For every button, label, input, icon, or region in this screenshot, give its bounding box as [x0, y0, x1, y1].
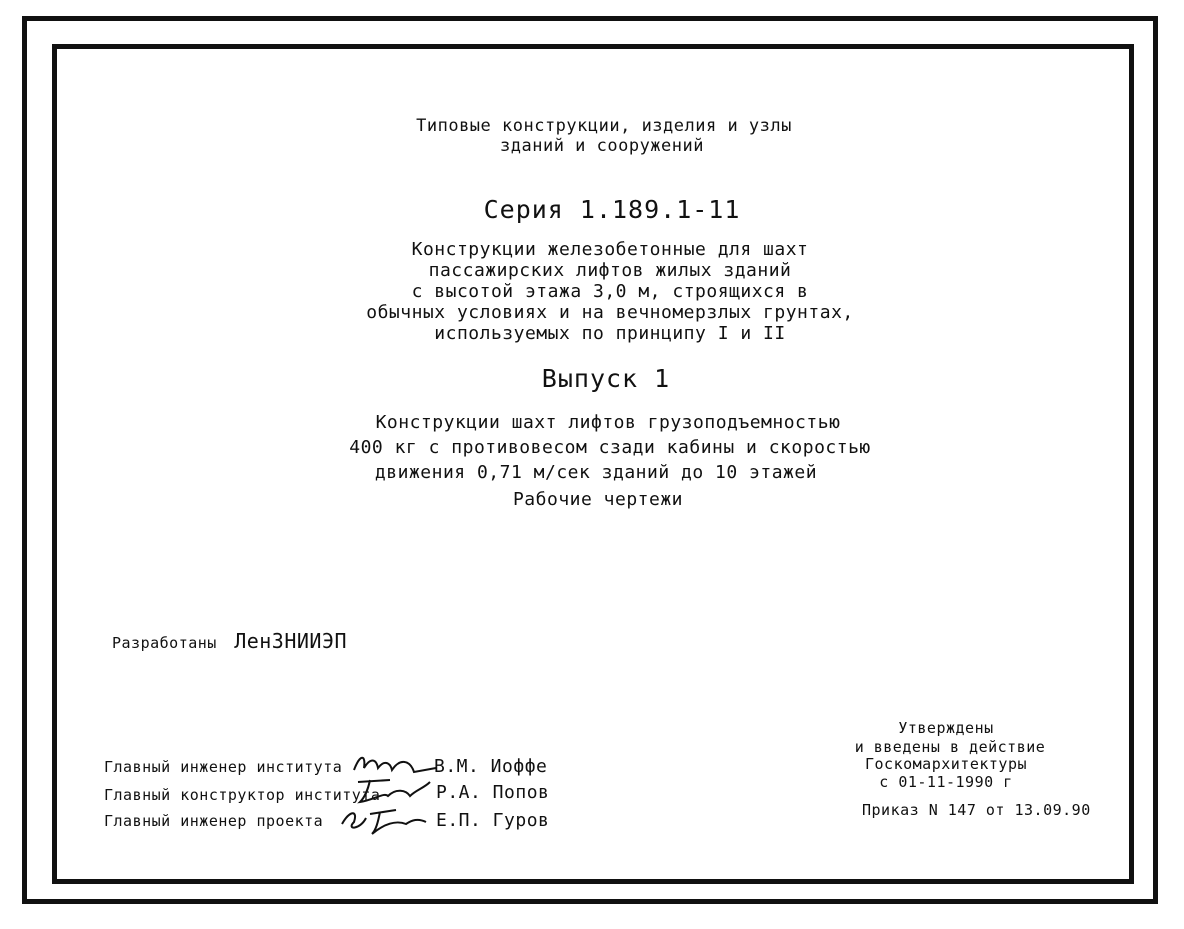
issue-description-line-2: 400 кг с противовесом сзади кабины и скоростью: [349, 437, 871, 458]
signatory-name-2: Р.А. Попов: [436, 782, 550, 803]
approval-line-1: Утверждены: [898, 719, 994, 737]
developed-by: [112, 629, 347, 653]
issue-description-line-4: Рабочие чертежи: [512, 489, 684, 510]
developed-by-label: Разработаны: [112, 634, 217, 652]
description-line-4: обычных условиях и на вечномерзлых грунтах,: [366, 302, 854, 323]
approval-line-3: Госкомархитектуры: [864, 755, 1028, 773]
issue-description-line-1: Конструкции шахт лифтов грузоподъемностью: [375, 412, 841, 433]
signature-3: [336, 800, 436, 836]
signatory-name-3: Е.П. Гуров: [436, 810, 550, 831]
series-title: Серия 1.189.1-11: [483, 195, 741, 224]
developed-by-org: ЛенЗНИИЭП: [234, 629, 348, 653]
signatory-role-2: Главный конструктор института: [104, 786, 381, 804]
issue-description-line-3: движения 0,71 м/сек зданий до 10 этажей: [374, 462, 818, 483]
signatory-name-1: В.М. Иоффе: [434, 756, 548, 777]
approval-order: Приказ N 147 от 13.09.90: [862, 801, 1091, 819]
header-line-1: Типовые конструкции, изделия и узлы: [416, 116, 792, 136]
description-line-2: пассажирских лифтов жилых зданий: [428, 260, 792, 281]
description-line-3: с высотой этажа 3,0 м, строящихся в: [411, 281, 809, 302]
approval-line-2: и введены в действие: [854, 738, 1046, 756]
issue-title: Выпуск 1: [541, 364, 671, 393]
description-line-1: Конструкции железобетонные для шахт: [411, 239, 809, 260]
approval-line-4: с 01-11-1990 г: [879, 773, 1013, 791]
header-line-2: зданий и сооружений: [500, 136, 704, 156]
signatory-role-3: Главный инженер проекта: [104, 812, 324, 830]
signatory-role-1: Главный инженер института: [104, 758, 343, 776]
description-line-5: используемых по принципу I и II: [434, 323, 786, 344]
